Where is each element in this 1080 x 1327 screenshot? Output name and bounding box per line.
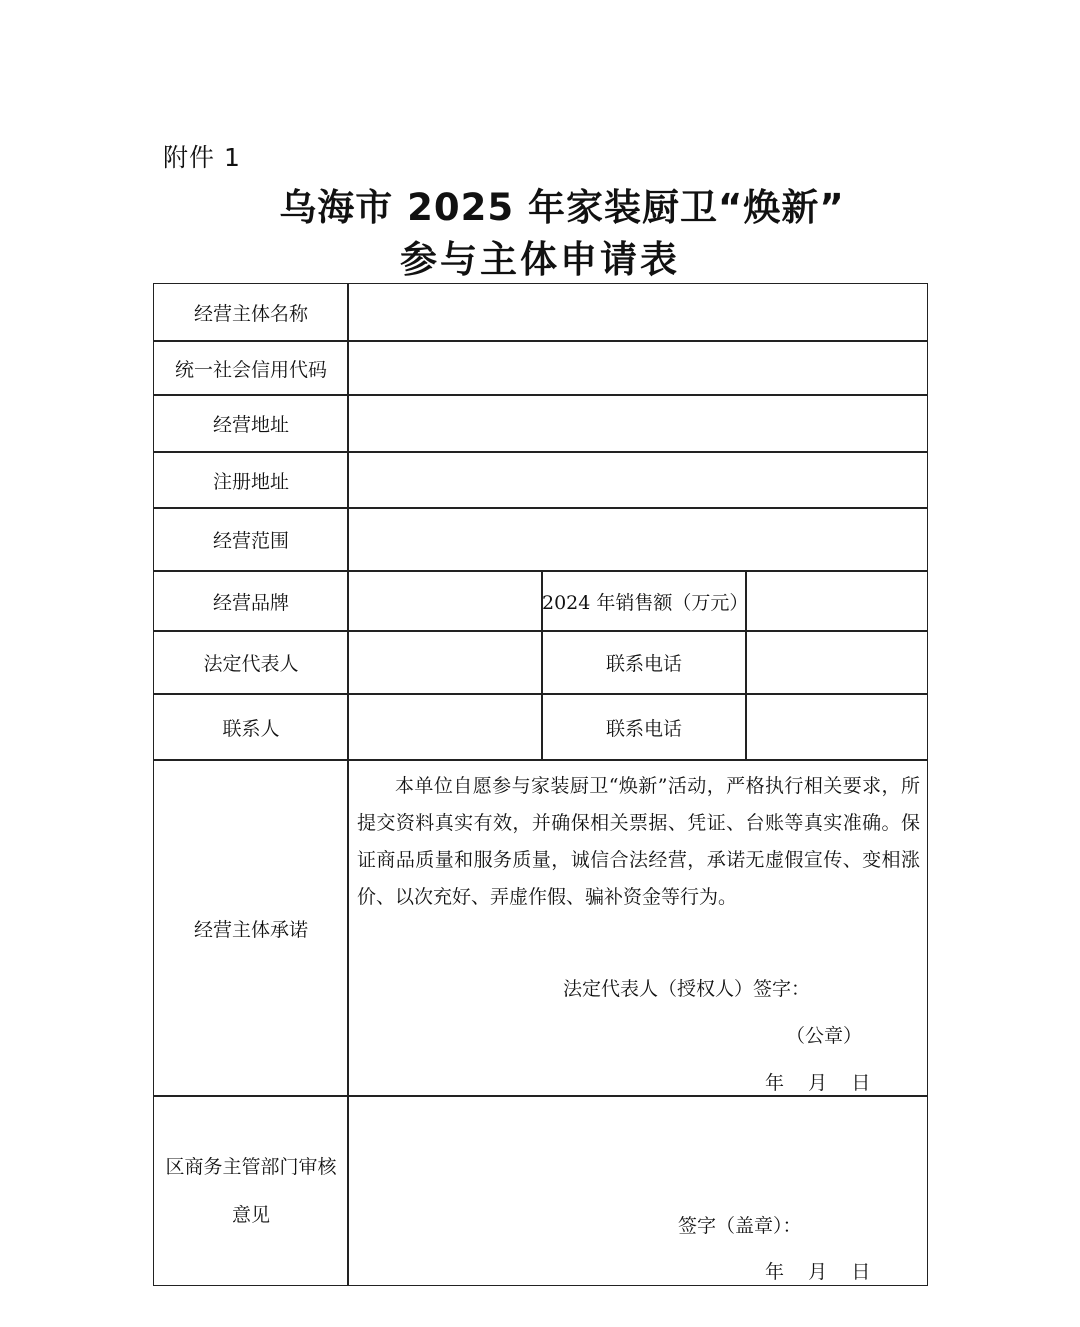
contact-label: 联系人: [153, 693, 349, 761]
business-address-field[interactable]: [347, 394, 928, 453]
seal-line: （公章）: [786, 1025, 863, 1047]
commitment-label: 经营主体承诺: [153, 759, 349, 1097]
business-scope-field[interactable]: [347, 507, 928, 572]
document-title-line-2: 参与主体申请表: [400, 238, 680, 281]
sales-field[interactable]: [745, 570, 928, 632]
phone-label-2: 联系电话: [541, 693, 747, 761]
signature-line: 法定代表人（授权人）签字：: [563, 978, 811, 1000]
commitment-text: 本单位自愿参与家装厨卫“焕新”活动，严格执行相关要求，所提交资料真实有效，并确保相关票据、凭证、台账等真实准确。保证商品质量和服务质量，诚信合法经营，承诺无虚假宣传、变相涨价、以次充好、弄虚作假、骗补资金等行为。: [357, 775, 920, 908]
date-line-2: 年 月 日: [765, 1261, 871, 1283]
sales-label: 2024 年销售额（万元）: [541, 570, 747, 632]
business-name-field[interactable]: [347, 283, 928, 342]
phone-field-1[interactable]: [745, 630, 928, 695]
credit-code-label: 统一社会信用代码: [153, 340, 349, 396]
document-title-line-1: 乌海市 2025 年家装厨卫“焕新”: [279, 186, 845, 229]
credit-code-field[interactable]: [347, 340, 928, 396]
registered-address-label: 注册地址: [153, 451, 349, 509]
business-scope-label: 经营范围: [153, 507, 349, 572]
registered-address-field[interactable]: [347, 451, 928, 509]
brand-field[interactable]: [347, 570, 543, 632]
phone-label-1: 联系电话: [541, 630, 747, 695]
review-label-line-2: 意见: [231, 1203, 270, 1226]
legal-rep-label: 法定代表人: [153, 630, 349, 695]
review-label-line-1: 区商务主管部门审核: [165, 1155, 337, 1178]
phone-field-2[interactable]: [745, 693, 928, 761]
attachment-label: 附件 1: [163, 143, 241, 172]
business-address-label: 经营地址: [153, 394, 349, 453]
business-name-label: 经营主体名称: [153, 283, 349, 342]
brand-label: 经营品牌: [153, 570, 349, 632]
date-line-1: 年 月 日: [765, 1072, 871, 1094]
legal-rep-field[interactable]: [347, 630, 543, 695]
contact-field[interactable]: [347, 693, 543, 761]
review-signature: 签字（盖章）：: [678, 1215, 802, 1237]
review-label-cell: [153, 1095, 349, 1286]
